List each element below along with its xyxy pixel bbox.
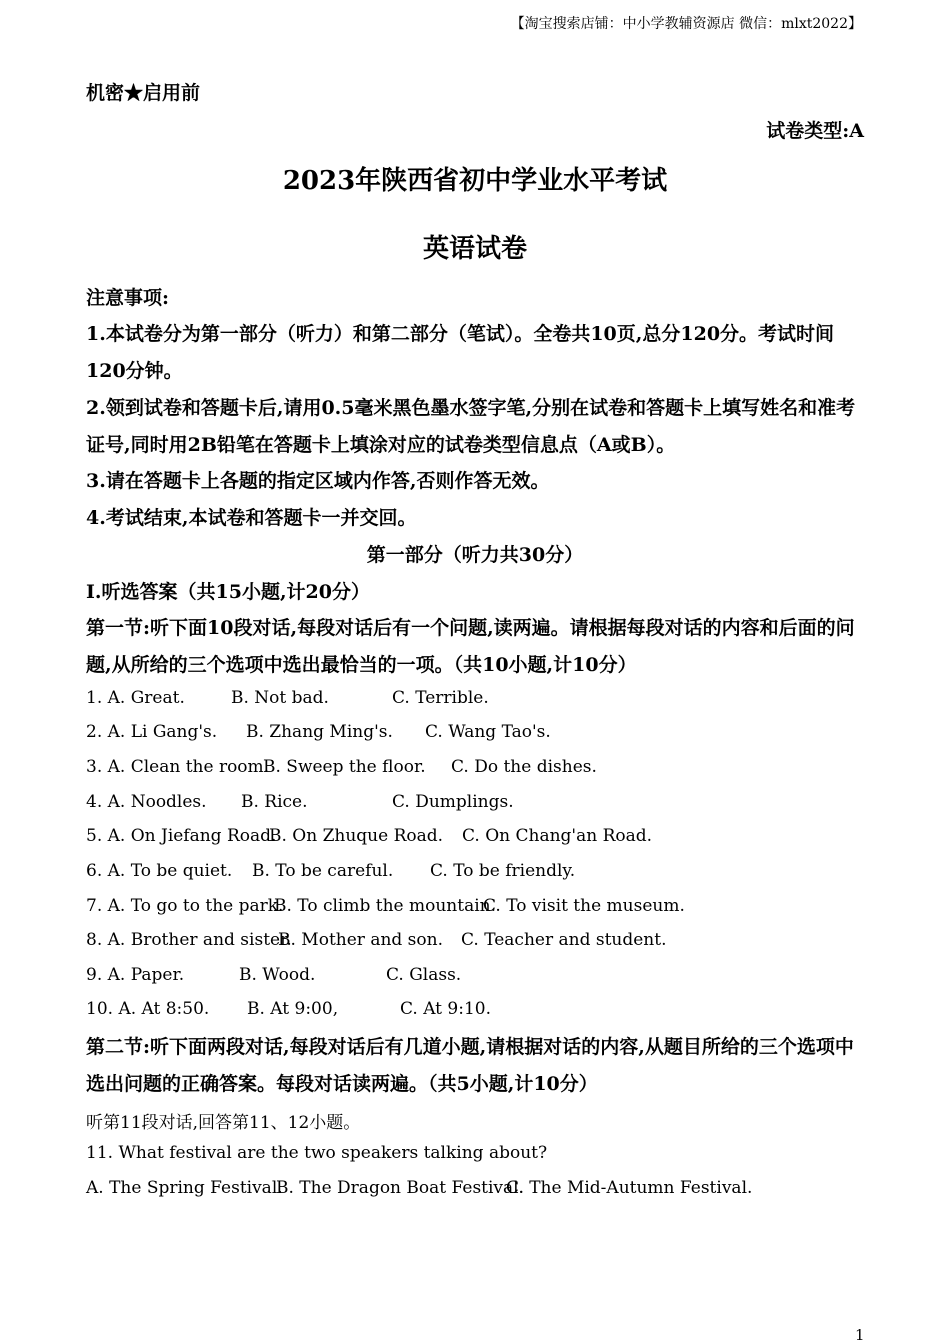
- option-b: B. Sweep the floor.: [263, 757, 426, 777]
- option-a: 9. A. Paper.: [86, 965, 185, 985]
- notes-line: 3.请在答题卡上各题的指定区域内作答,否则作答无效。: [86, 470, 550, 492]
- option-b: B. Mother and son.: [278, 930, 443, 950]
- option-c: C. The Mid-Autumn Festival.: [506, 1178, 753, 1198]
- page-subtitle: 英语试卷: [422, 234, 527, 264]
- option-c: C. At 9:10.: [400, 999, 492, 1019]
- option-a: 10. A. At 8:50.: [86, 999, 210, 1019]
- option-b: B. At 9:00,: [247, 999, 339, 1019]
- option-b: B. The Dragon Boat Festival.: [276, 1178, 525, 1198]
- section2-instruction: 选出问题的正确答案。每段对话读两遍。（共5小题,计10分）: [86, 1073, 598, 1095]
- confidential-label: 机密★启用前: [86, 82, 201, 104]
- option-a: 2. A. Li Gang's.: [86, 722, 218, 742]
- section2-instruction: 第二节:听下面两段对话,每段对话后有几道小题,请根据对话的内容,从题目所给的三个选项中: [86, 1036, 854, 1058]
- option-b: B. Not bad.: [231, 688, 329, 708]
- section1-instruction: 第一节:听下面10段对话,每段对话后有一个问题,读两遍。请根据每段对话的内容和后面的问: [86, 617, 855, 639]
- question-stem: 11. What festival are the two speakers talking about?: [86, 1143, 548, 1163]
- option-a: 1. A. Great.: [86, 688, 185, 708]
- option-a: 3. A. Clean the room.: [86, 757, 270, 777]
- option-c: C. Teacher and student.: [461, 930, 667, 950]
- option-c: C. To visit the museum.: [483, 896, 685, 916]
- dialog-note: 听第11段对话,回答第11、12小题。: [86, 1113, 361, 1133]
- option-c: C. Glass.: [386, 965, 462, 985]
- page-title: 2023年陕西省初中学业水平考试: [282, 166, 668, 196]
- option-a: A. The Spring Festival.: [86, 1178, 283, 1198]
- notes-line: 1.本试卷分为第一部分（听力）和第二部分（笔试）。全卷共10页,总分120分。考试时间: [86, 323, 835, 345]
- option-b: B. To climb the mountain.: [274, 896, 497, 916]
- notes-heading: 注意事项:: [86, 287, 170, 309]
- option-b: B. To be careful.: [252, 861, 394, 881]
- option-c: C. Wang Tao's.: [425, 722, 551, 742]
- option-b: B. On Zhuque Road.: [269, 826, 444, 846]
- option-b: B. Wood.: [239, 965, 316, 985]
- section1-title: I.听选答案（共15小题,计20分）: [86, 581, 370, 603]
- part1-title: 第一部分（听力共30分）: [366, 544, 584, 566]
- notes-line: 2.领到试卷和答题卡后,请用0.5毫米黑色墨水签字笔,分别在试卷和答题卡上填写姓名和准考: [86, 397, 856, 419]
- option-b: B. Rice.: [241, 792, 308, 812]
- option-c: C. Terrible.: [392, 688, 489, 708]
- paper-type-label: 试卷类型:A: [766, 120, 864, 142]
- notes-line: 证号,同时用2B铅笔在答题卡上填涂对应的试卷类型信息点（A或B）。: [86, 434, 676, 456]
- option-c: C. Do the dishes.: [451, 757, 597, 777]
- notes-line: 4.考试结束,本试卷和答题卡一并交回。: [86, 507, 417, 529]
- option-a: 6. A. To be quiet.: [86, 861, 233, 881]
- option-a: 8. A. Brother and sister.: [86, 930, 292, 950]
- page-number: 1: [855, 1326, 865, 1344]
- header-note: 【淘宝搜索店铺：中小学教辅资源店 微信：mlxt2022】: [510, 16, 862, 32]
- option-a: 4. A. Noodles.: [86, 792, 207, 812]
- option-c: C. On Chang'an Road.: [462, 826, 653, 846]
- section1-instruction: 题,从所给的三个选项中选出最恰当的一项。（共10小题,计10分）: [86, 654, 637, 676]
- notes-line: 120分钟。: [86, 360, 183, 382]
- option-b: B. Zhang Ming's.: [246, 722, 393, 742]
- option-a: 5. A. On Jiefang Road.: [86, 826, 277, 846]
- option-c: C. To be friendly.: [430, 861, 576, 881]
- option-a: 7. A. To go to the park.: [86, 896, 284, 916]
- option-c: C. Dumplings.: [392, 792, 514, 812]
